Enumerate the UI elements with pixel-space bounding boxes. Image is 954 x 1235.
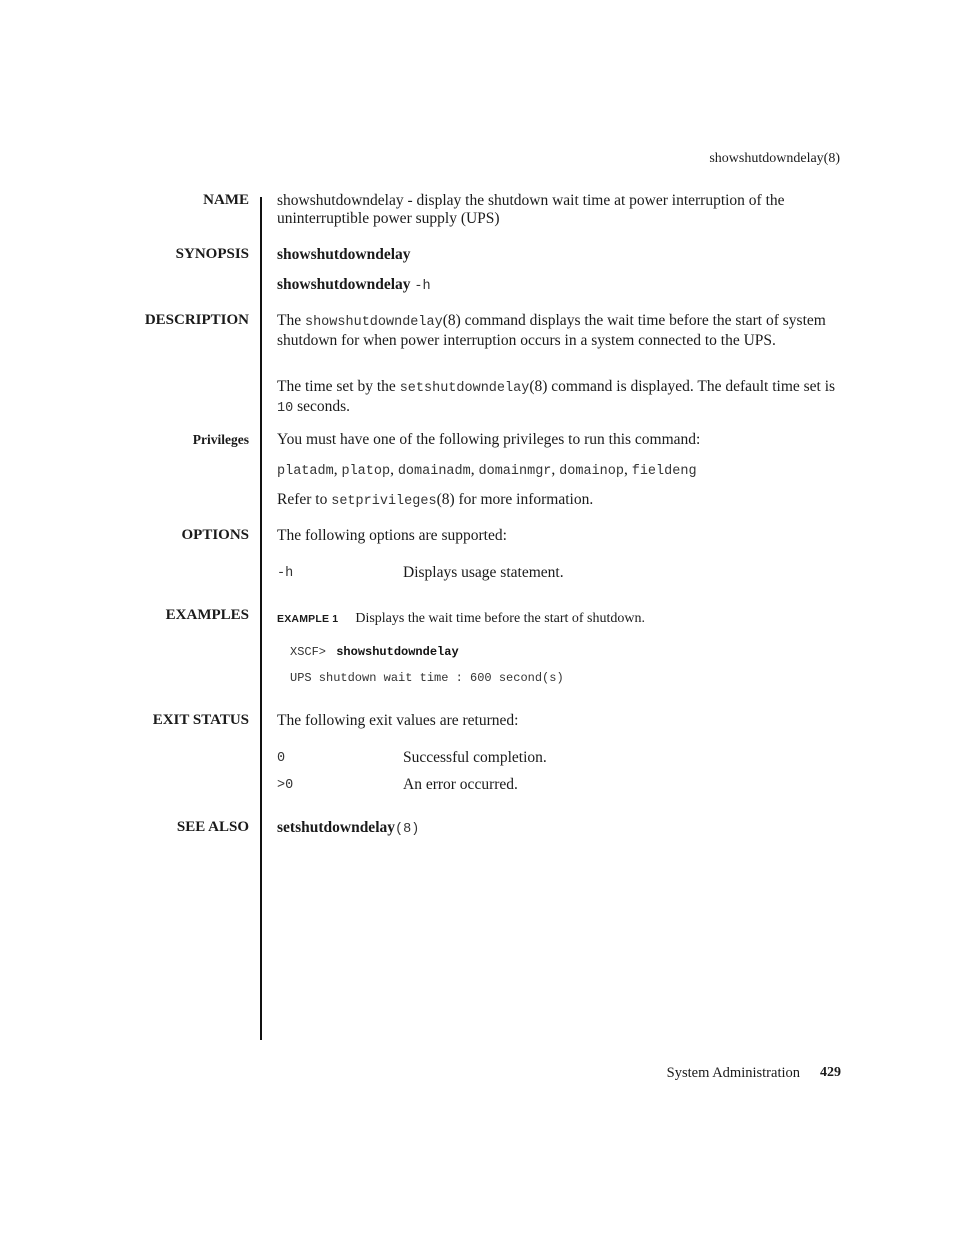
synopsis-command: showshutdowndelay xyxy=(277,276,411,293)
inline-command: showshutdowndelay xyxy=(304,315,443,330)
see-also-command: setshutdowndelay xyxy=(277,819,395,836)
subsection-label-privileges: Privileges xyxy=(192,432,249,447)
synopsis-option: -h xyxy=(414,279,431,294)
section-label-see-also: SEE ALSO xyxy=(176,819,249,835)
synopsis-line-1 xyxy=(277,246,842,264)
section-label-description: DESCRIPTION xyxy=(144,312,249,328)
exit-status-intro: The following exit values are returned: xyxy=(277,712,519,729)
example-code-line-1 xyxy=(290,645,459,659)
privilege-item: domainop xyxy=(559,464,624,479)
description-paragraph-1: The showshutdowndelay(8) command displays the wait time before the start of system shutdown for when power interruption occurs in a system connected to the UPS. xyxy=(277,312,826,349)
running-header: showshutdowndelay(8) xyxy=(709,151,840,166)
see-also-reference xyxy=(277,819,842,839)
example-code-output: UPS shutdown wait time : 600 second(s) xyxy=(290,671,564,685)
privilege-item: domainmgr xyxy=(478,464,552,479)
privileges-list: platadm, platop, domainadm, domainmgr, domainop, fieldeng xyxy=(277,461,697,479)
section-divider-rule xyxy=(260,197,262,1040)
inline-command: setprivileges xyxy=(331,494,437,509)
privilege-item: platadm xyxy=(277,464,334,479)
privilege-item: fieldeng xyxy=(631,464,697,479)
example-tag: EXAMPLE 1 xyxy=(277,613,339,625)
description-paragraph-2: The time set by the setshutdowndelay(8) command is displayed. The default time set is 10 seconds. xyxy=(277,378,836,416)
exit-code-description: An error occurred. xyxy=(403,776,518,793)
name-text: showshutdowndelay - display the shutdown wait time at power interruption of the uninterruptible power supply (UPS) xyxy=(277,192,785,227)
exit-code: >0 xyxy=(277,778,294,793)
inline-value: 10 xyxy=(277,401,294,416)
shell-prompt: XSCF> xyxy=(290,645,327,659)
section-label-examples: EXAMPLES xyxy=(165,607,249,623)
page-number: 429 xyxy=(820,1065,841,1080)
example-heading xyxy=(277,609,645,628)
footer-book-title: System Administration xyxy=(666,1065,800,1081)
exit-code-description: Successful completion. xyxy=(403,749,547,766)
privileges-intro: You must have one of the following privileges to run this command: xyxy=(277,431,701,448)
example-title: Displays the wait time before the start of shutdown. xyxy=(355,611,645,626)
see-also-section: (8) xyxy=(395,822,420,837)
privilege-item: domainadm xyxy=(397,464,471,479)
privilege-item: platop xyxy=(341,464,391,479)
synopsis-command: showshutdowndelay xyxy=(277,246,411,263)
section-label-name: NAME xyxy=(203,192,249,208)
options-intro: The following options are supported: xyxy=(277,527,507,544)
synopsis-line-2 xyxy=(277,276,842,296)
section-label-synopsis: SYNOPSIS xyxy=(175,246,249,262)
exit-code: 0 xyxy=(277,751,286,766)
option-flag: -h xyxy=(277,566,294,581)
option-description: Displays usage statement. xyxy=(403,564,564,581)
section-label-options: OPTIONS xyxy=(181,527,249,543)
section-label-exit-status: EXIT STATUS xyxy=(152,712,249,728)
inline-command: setshutdowndelay xyxy=(399,381,530,396)
privileges-refer: Refer to setprivileges(8) for more information. xyxy=(277,491,594,509)
example-command: showshutdowndelay xyxy=(336,645,459,659)
